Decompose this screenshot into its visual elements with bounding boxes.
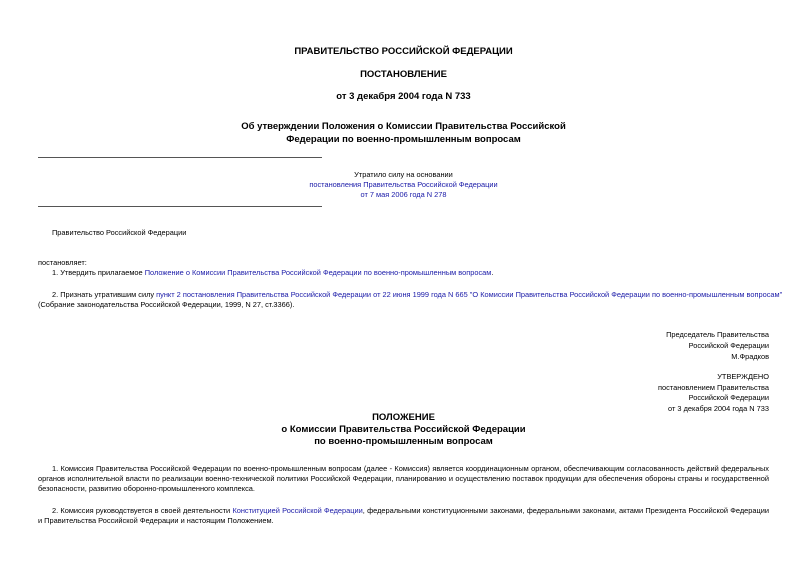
regulation-subtitle-2: по военно-промышленным вопросам: [314, 436, 493, 447]
status-note-text: Утратило силу на основании: [354, 170, 453, 179]
regulation-subtitle-1: о Комиссии Правительства Российской Федерации: [281, 424, 526, 435]
repeal-document-date-link[interactable]: от 7 мая 2006 года N 278: [360, 190, 447, 199]
divider-bottom: [38, 206, 322, 207]
repealed-decree-link[interactable]: пункт 2 постановления Правительства Российской Федерации от 22 июня 1999 года N 665 "О Комиссии Правительства Российской Федерации по военно-промышленным вопросам": [156, 290, 783, 299]
item-1: [52, 268, 493, 278]
approval-line-4: от 3 декабря 2004 года N 733: [668, 404, 769, 413]
document-date-number: от 3 декабря 2004 года N 733: [336, 91, 471, 102]
document-type-heading: ПОСТАНОВЛЕНИЕ: [360, 69, 447, 80]
decrees-text: постановляет:: [38, 258, 87, 267]
item-1-suffix: .: [491, 268, 494, 277]
regulation-link[interactable]: Положение о Комиссии Правительства Российской Федерации по военно-промышленным вопросам: [144, 268, 492, 277]
government-heading: ПРАВИТЕЛЬСТВО РОССИЙСКОЙ ФЕДЕРАЦИИ: [294, 46, 513, 57]
signature-line-2: Российской Федерации: [688, 341, 769, 350]
item-1-prefix: 1. Утвердить прилагаемое: [52, 268, 145, 277]
signature-name: М.Фрадков: [731, 352, 769, 361]
approval-line-2: постановлением Правительства: [658, 383, 769, 392]
regulation-paragraph-2: [38, 506, 769, 526]
item-2-prefix: 2. Признать утратившим силу: [52, 290, 157, 299]
item-2-source: (Собрание законодательства Российской Федерации, 1999, N 27, ст.3366).: [38, 300, 295, 309]
approval-line-1: УТВЕРЖДЕНО: [717, 372, 769, 381]
constitution-link[interactable]: Конституцией Российской Федерации: [232, 506, 363, 515]
paragraph-2-suffix: , федеральными конституционными законами, федеральными законами, актами Президента Российской Федерации и Правительства Российской Федерации и настоящим Положением.: [38, 506, 770, 525]
regulation-title: ПОЛОЖЕНИЕ: [372, 412, 435, 423]
document-title-line-2: Федерации по военно-промышленным вопросам: [286, 134, 521, 145]
divider-top: [38, 157, 322, 158]
regulation-paragraph-1: 1. Комиссия Правительства Российской Федерации по военно-промышленным вопросам (далее - Комиссия) является координационным органом, обеспечивающим согласованность действий федеральных органов исполнительной власти по реализации военно-технической политики Российской Федерации, планированию и осуществлению поставок продукции для обеспечения обороны страны и государственной безопасности, развитию оборонно-промышленного комплекса.: [38, 464, 769, 493]
paragraph-2-prefix: 2. Комиссия руководствуется в своей деятельности: [52, 506, 233, 515]
repeal-document-link[interactable]: постановления Правительства Российской Федерации: [309, 180, 498, 189]
document-title-line-1: Об утверждении Положения о Комиссии Правительства Российской: [241, 121, 566, 132]
signature-line-1: Председатель Правительства: [666, 330, 769, 339]
intro-text: Правительство Российской Федерации: [52, 228, 187, 237]
approval-line-3: Российской Федерации: [688, 393, 769, 402]
item-2: [52, 290, 782, 300]
